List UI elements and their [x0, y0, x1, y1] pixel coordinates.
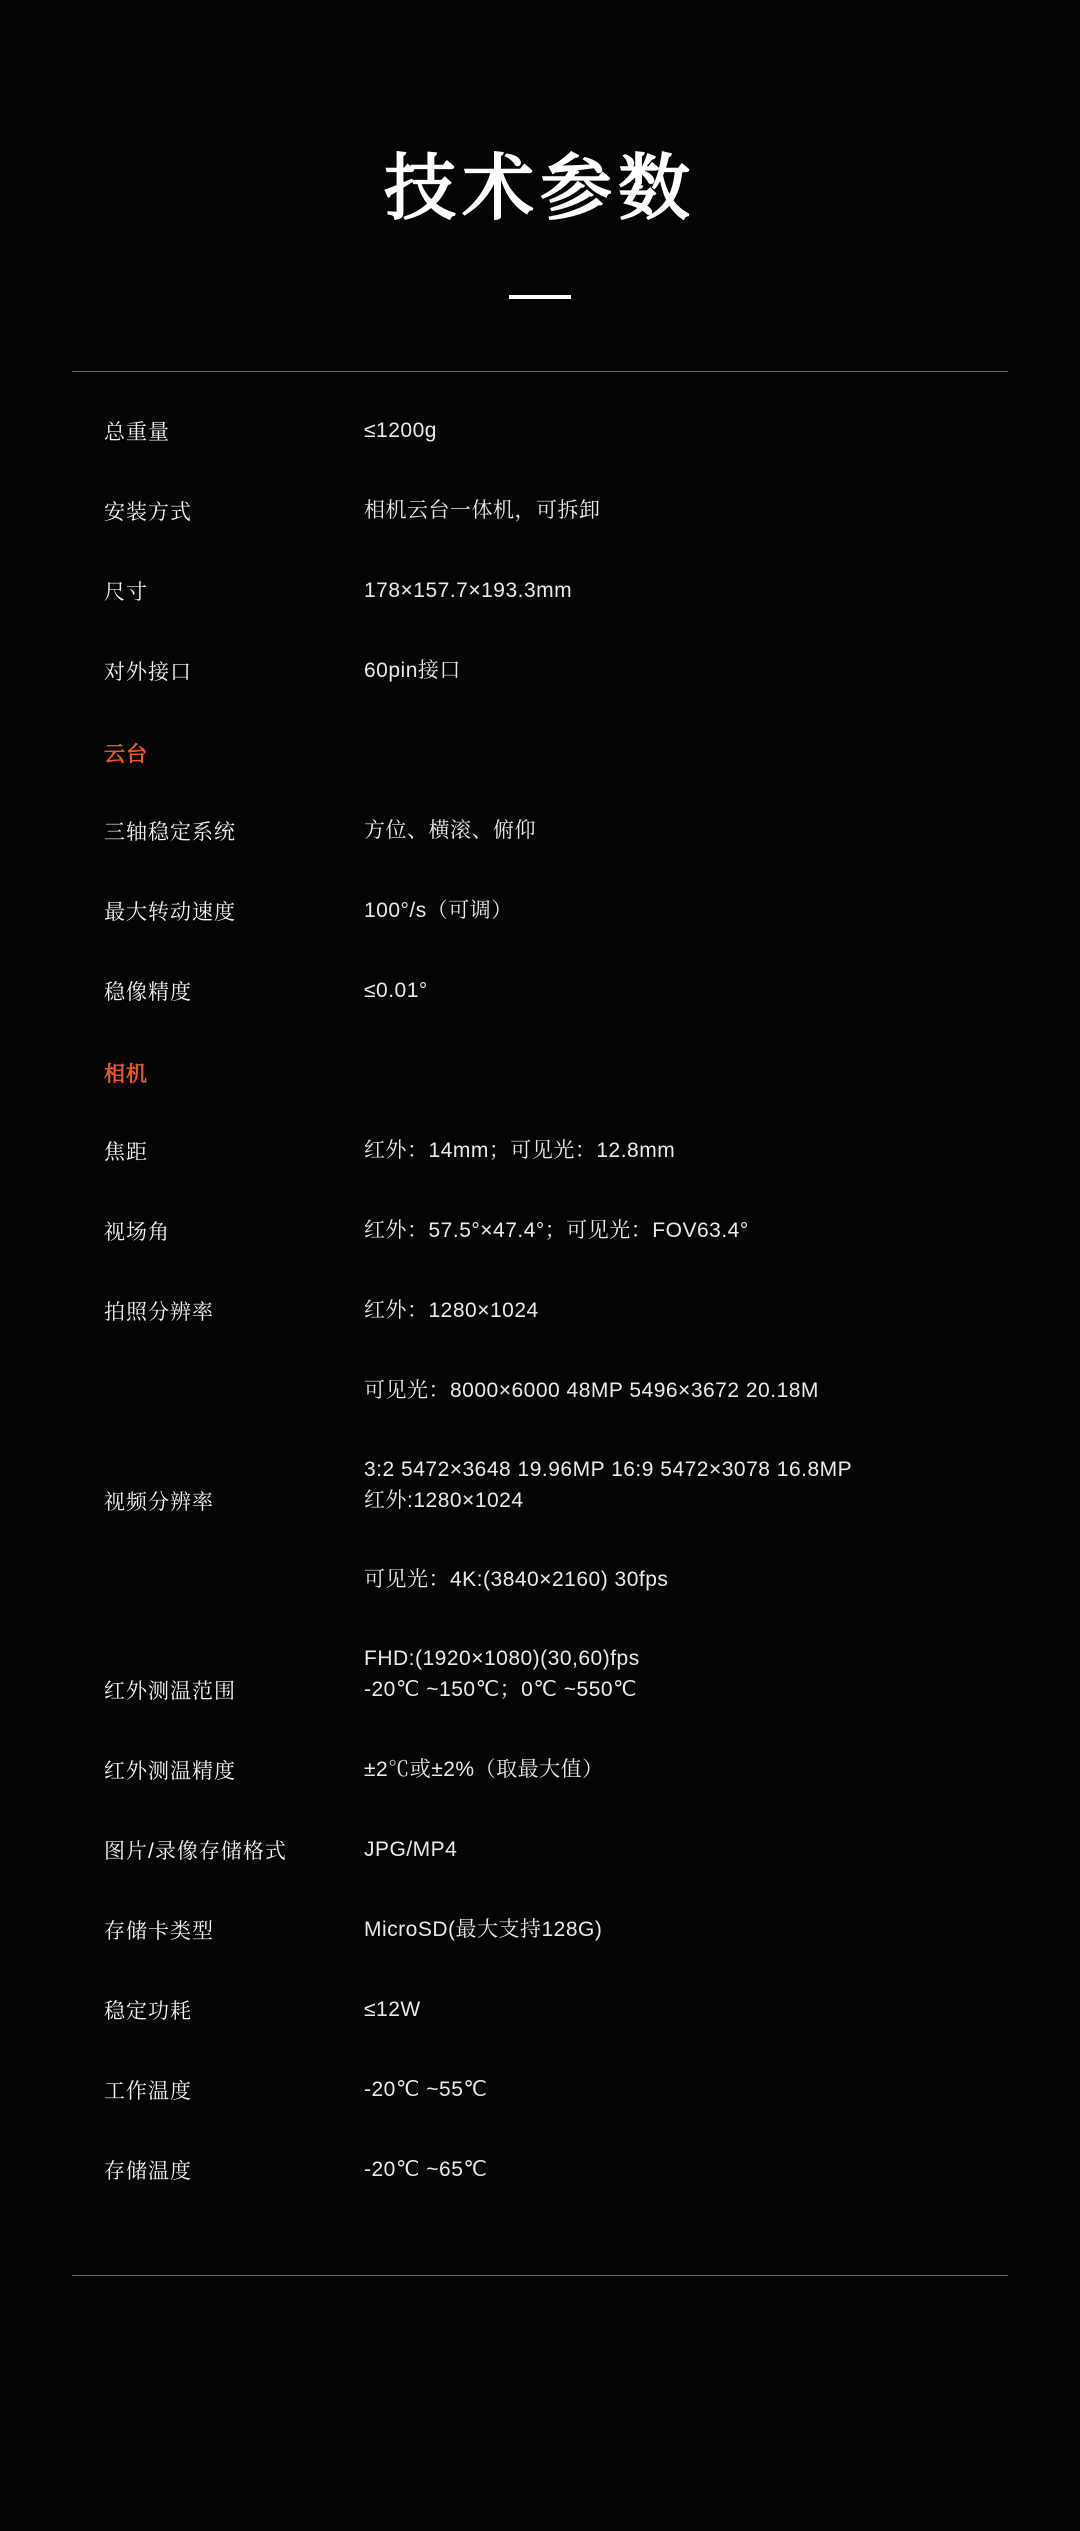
- title-block: [0, 0, 1080, 299]
- spec-row: [72, 1995, 1008, 2075]
- spec-section-label: 云台: [104, 743, 148, 767]
- spec-row-label: 红外测温精度: [104, 1759, 236, 1783]
- spec-row: [72, 1915, 1008, 1995]
- spec-row-label: 存储卡类型: [104, 1919, 214, 1943]
- spec-row-value-line: FHD:(1920×1080)(30,60)fps: [364, 1647, 640, 1671]
- spec-row-label: 存储温度: [104, 2159, 192, 2183]
- spec-row-value-line: 红外：57.5°×47.4°；可见光：FOV63.4°: [364, 1219, 749, 1243]
- spec-row-value: [364, 656, 1008, 686]
- spec-row: [72, 2155, 1008, 2235]
- spec-row-value-line: JPG/MP4: [364, 1837, 458, 1861]
- spec-row-value-line: 红外：14mm；可见光：12.8mm: [364, 1139, 676, 1163]
- spec-row-label: 最大转动速度: [104, 901, 236, 925]
- spec-row-value: [364, 576, 1008, 606]
- spec-row-value: [364, 1136, 1008, 1166]
- specifications-table: [72, 371, 1008, 2276]
- spec-row-value: [364, 896, 1008, 926]
- spec-row: [72, 1216, 1008, 1296]
- spec-row-label: 图片/录像存储格式: [104, 1839, 287, 1863]
- spec-row-label: 稳定功耗: [104, 1999, 192, 2023]
- spec-row-value: [364, 816, 1008, 846]
- spec-row: [72, 656, 1008, 736]
- spec-row-label: 焦距: [104, 1141, 148, 1165]
- spec-row-label: 三轴稳定系统: [104, 821, 236, 845]
- spec-row-value-line: 60pin接口: [364, 659, 461, 683]
- spec-row-value-line: 方位、横滚、俯仰: [364, 819, 536, 843]
- spec-section-header: [72, 1056, 1008, 1136]
- spec-row-value: [364, 1675, 1008, 1705]
- spec-row-value: [364, 1915, 1008, 1945]
- spec-row-label: 对外接口: [104, 661, 192, 685]
- spec-row: [72, 576, 1008, 656]
- spec-row-label: 稳像精度: [104, 981, 192, 1005]
- spec-row-value-line: 可见光：4K:(3840×2160) 30fps: [364, 1567, 669, 1591]
- spec-row-label: 拍照分辨率: [104, 1301, 214, 1325]
- spec-row: [72, 1675, 1008, 1755]
- spec-row-label: 总重量: [104, 421, 170, 445]
- spec-row-value: [364, 2155, 1008, 2185]
- spec-row-value: [364, 496, 1008, 526]
- spec-row-label: 视频分辨率: [104, 1490, 214, 1514]
- spec-row-value-line: 178×157.7×193.3mm: [364, 579, 573, 603]
- spec-row-value: [364, 1995, 1008, 2025]
- spec-row-value-line: -20℃ ~55℃: [364, 2077, 488, 2101]
- spec-row-value: [364, 2075, 1008, 2105]
- spec-row-value: [364, 416, 1008, 446]
- spec-section-header: [72, 736, 1008, 816]
- spec-row: [72, 1296, 1008, 1485]
- spec-row-value-line: ≤1200g: [364, 419, 437, 443]
- spec-row: [72, 1136, 1008, 1216]
- spec-row-value-line: ≤0.01°: [364, 979, 428, 1003]
- spec-row-value-line: ≤12W: [364, 1997, 421, 2021]
- spec-row: [72, 496, 1008, 576]
- spec-row-value-line: MicroSD(最大支持128G): [364, 1917, 603, 1941]
- spec-row-value-line: 可见光：8000×6000 48MP 5496×3672 20.18M: [364, 1378, 819, 1402]
- spec-row: [72, 816, 1008, 896]
- page-title: 技术参数: [383, 149, 696, 229]
- spec-row-value-line: ±2℃或±2%（取最大值）: [364, 1757, 604, 1781]
- spec-row-label: 红外测温范围: [104, 1679, 236, 1703]
- spec-row: [72, 1835, 1008, 1915]
- spec-row: [72, 896, 1008, 976]
- spec-row: [72, 1755, 1008, 1835]
- spec-section-label: 相机: [104, 1063, 148, 1087]
- spec-row-value: [364, 1296, 1008, 1485]
- spec-row-label: 安装方式: [104, 501, 192, 525]
- spec-row-value: [364, 1835, 1008, 1865]
- spec-row-value: [364, 1486, 1008, 1675]
- spec-row-value-line: 红外：1280×1024: [364, 1299, 539, 1323]
- spec-row: [72, 976, 1008, 1056]
- spec-row-value: [364, 1755, 1008, 1785]
- spec-row-value-line: 100°/s（可调）: [364, 899, 513, 923]
- spec-row-label: 工作温度: [104, 2079, 192, 2103]
- spec-row-value: [364, 976, 1008, 1006]
- title-divider: [509, 295, 571, 299]
- spec-row-value-line: -20℃ ~65℃: [364, 2157, 488, 2181]
- spec-row-value-line: -20℃ ~150℃；0℃ ~550℃: [364, 1677, 638, 1701]
- specifications-table-body: [72, 372, 1008, 2275]
- bottom-spacer: [0, 2276, 1080, 2396]
- spec-row: [72, 416, 1008, 496]
- spec-row-value: [364, 1216, 1008, 1246]
- spec-row: [72, 2075, 1008, 2155]
- spec-row-label: 视场角: [104, 1221, 170, 1245]
- spec-row-value-line: 红外:1280×1024: [364, 1488, 524, 1512]
- spec-row: [72, 1486, 1008, 1675]
- spec-row-label: 尺寸: [104, 581, 148, 605]
- spec-row-value-line: 相机云台一体机，可拆卸: [364, 499, 601, 523]
- spec-row-value-line: 3:2 5472×3648 19.96MP 16:9 5472×3078 16.8MP: [364, 1458, 853, 1482]
